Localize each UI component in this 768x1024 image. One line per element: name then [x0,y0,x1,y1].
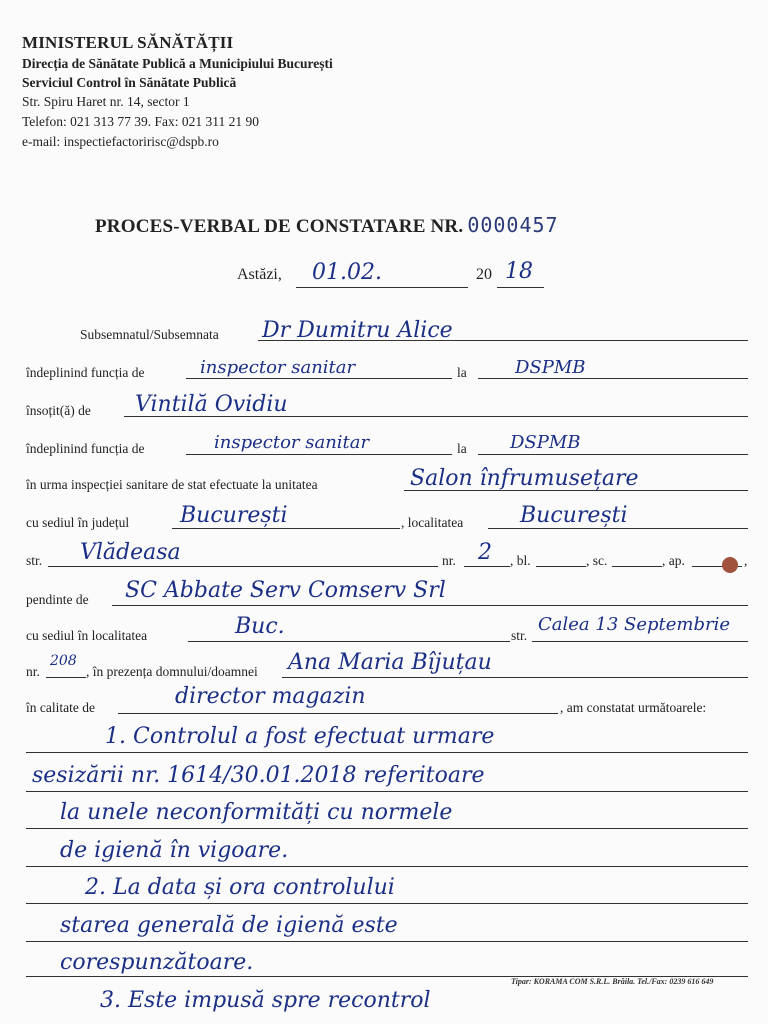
street2-line [532,641,748,642]
companion-function: inspector sanitar [214,432,370,453]
title-text: PROCES-VERBAL DE CONSTATARE NR. [95,216,464,237]
capacity-line [118,713,558,714]
directorate-name: Direcția de Sănătate Publică a Municipiului București [22,56,333,71]
locality-label: , localitatea [401,515,464,530]
presence-label: , în prezența domnului/doamnei [86,664,258,679]
finding-line: starea generală de igienă este [60,913,398,938]
street2-label: str. [511,628,528,643]
findings-rule-5 [26,903,748,904]
capacity-value: director magazin [175,684,366,709]
at2-label: la [457,441,467,456]
document-title [95,213,559,238]
function2-line [186,454,452,455]
findings-rule-4 [26,866,748,867]
phone-line: Telefon: 021 313 77 39. Fax: 021 311 21 90 [22,114,260,129]
finding-line: sesizării nr. 1614/30.01.2018 referitoare [32,763,485,788]
function-line [186,378,452,379]
at-label: la [457,365,467,380]
sc-line [612,566,662,567]
findings-rule-6 [26,941,748,942]
ap-label: , ap. [662,553,685,568]
nr-line [464,566,510,567]
service-name: Serviciul Control în Sănătate Publică [22,75,237,90]
hq-locality-value: Buc. [235,614,285,639]
accompanied-label: însoțit(ă) de [26,403,91,418]
printer-imprint: Tipar: KORAMA COM S.R.L. Brăila. Tel./Fax: 0239 616 649 [511,977,714,986]
hq-locality-label: cu sediul în localitatea [26,628,148,643]
date-value: 01.02. [312,260,382,285]
companion-name: Vintilă Ovidiu [135,392,288,417]
inspector-name: Dr Dumitru Alice [262,318,453,343]
finding-line: de igienă în vigoare. [60,838,289,863]
finding-line: corespunzătoare. [60,950,254,975]
belonging-line [112,605,748,606]
belonging-label: pendinte de [26,592,89,607]
hq-number-value: 208 [50,653,77,669]
findings-rule-3 [26,828,748,829]
ink-stain [722,557,738,573]
function-label: îndeplinind funcția de [26,365,145,380]
finding-line: la unele neconformități cu normele [60,800,453,825]
unit-name: Salon înfrumusețare [410,466,639,491]
county-value: București [180,503,288,528]
presence-line [282,677,748,678]
undersigned-label: Subsemnatul/Subsemnata [80,327,219,342]
email-line: e-mail: inspectiefactoririsc@dspb.ro [22,134,219,149]
nr-label: nr. [442,553,456,568]
year-prefix: 20 [476,266,492,283]
comma: , [744,553,748,568]
findings-label: , am constatat următoarele: [560,700,707,715]
inspector-at: DSPMB [515,357,586,378]
hq-street-value: Calea 13 Septembrie [538,614,730,635]
finding-line: 1. Controlul a fost efectuat urmare [105,724,495,749]
date-underline [296,287,468,288]
capacity-label: în calitate de [26,700,95,715]
street-line [48,566,438,567]
hq-locality-line [188,641,510,642]
finding-line: 2. La data și ora controlului [85,875,395,900]
belonging-value: SC Abbate Serv Comserv Srl [125,578,446,603]
year-value: 18 [505,259,533,284]
locality-value: București [520,503,628,528]
county-line [172,528,400,529]
companion-at: DSPMB [510,432,581,453]
at2-line [478,454,748,455]
nr2-label: nr. [26,664,40,679]
county-label: cu sediul în județul [26,515,130,530]
function2-label: îndeplinind funcția de [26,441,145,456]
representative-name: Ana Maria Bîjuțau [288,650,492,675]
nr2-line [46,677,86,678]
date-label: Astăzi, [237,266,282,283]
year-underline [497,287,544,288]
bl-label: , bl. [510,553,531,568]
locality-line [488,528,748,529]
inspector-function: inspector sanitar [200,357,356,378]
sc-label: , sc. [586,553,608,568]
finding-line: 3. Este impusă spre recontrol [100,988,431,1013]
bl-line [536,566,586,567]
street-number: 2 [478,540,492,565]
street-value: Vlădeasa [80,540,181,565]
at-line [478,378,748,379]
inspection-label: în urma inspecției sanitare de stat efectuate la unitatea [26,477,318,492]
findings-rule-1 [26,752,748,753]
ministry-name: MINISTERUL SĂNĂTĂȚII [22,33,234,52]
findings-rule-2 [26,791,748,792]
address-line: Str. Spiru Haret nr. 14, sector 1 [22,94,190,109]
street-label: str. [26,553,43,568]
document-number: 0000457 [467,213,559,237]
institution-header [22,32,542,152]
